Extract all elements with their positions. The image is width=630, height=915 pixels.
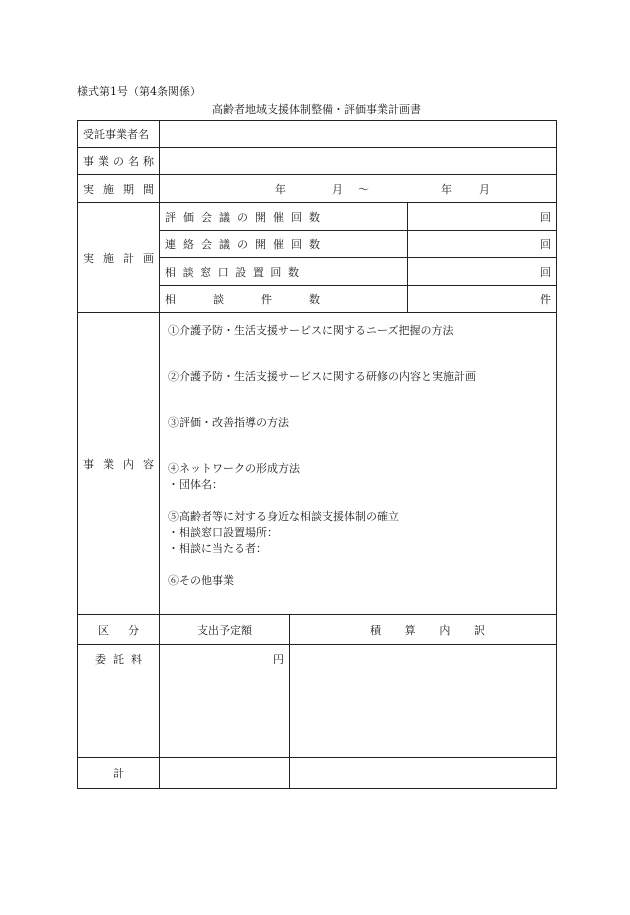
unit-times: 回 [540,265,552,279]
content-row [78,313,557,615]
plan-item-consultation-count: 相 談 件 数 [160,286,408,313]
plan-value-liaison-meetings[interactable] [408,231,557,258]
budget-category-header: 区 分 [78,615,160,645]
plan-label: 実 施 計 画 [78,203,160,313]
plan-value-consultation-desks[interactable] [408,258,557,286]
content-item-4-sub: ・団体名： [168,478,223,491]
budget-amount-header: 支出予定額 [160,615,290,645]
content-item-5-sub-2: ・相談に当たる者： [168,542,267,555]
period-month-end: 月 [479,182,490,196]
period-year-start: 年 [275,182,286,196]
plan-item-liaison-meetings: 連 絡 会 議 の 開 催 回 数 [160,231,408,258]
fee-breakdown-input[interactable] [290,645,557,758]
period-row [78,175,557,203]
content-item-5-sub-1: ・相談窓口設置場所： [168,526,278,539]
total-row [78,758,557,789]
contractor-row [78,121,557,148]
total-breakdown-input[interactable] [290,758,557,789]
fee-label: 委 託 料 [78,645,160,758]
period-label: 実 施 期 間 [78,175,160,203]
total-label: 計 [78,758,160,789]
content-item-5: ⑤高齢者等に対する身近な相談支援体制の確立 [168,510,399,523]
content-body[interactable] [160,313,557,615]
business-name-input[interactable] [160,148,557,175]
contractor-input[interactable] [160,121,557,148]
content-item-4: ④ネットワークの形成方法 [168,462,300,475]
contractor-label: 受託事業者名 [78,121,160,148]
period-input[interactable] [160,175,557,203]
business-name-row [78,148,557,175]
plan-item-consultation-desks: 相 談 窓 口 設 置 回 数 [160,258,408,286]
content-label: 事 業 内 容 [78,313,160,615]
budget-breakdown-header: 積 算 内 訳 [290,615,557,645]
budget-header-row [78,615,557,645]
plan-form-table [77,120,557,789]
form-number: 様式第1号（第4条関係） [77,85,201,98]
content-item-3: ③評価・改善指導の方法 [168,416,289,429]
plan-item-eval-meetings: 評 価 会 議 の 開 催 回 数 [160,203,408,231]
period-tilde: ～ [358,182,369,196]
period-year-end: 年 [441,182,452,196]
content-item-1: ①介護予防・生活支援サービスに関するニーズ把握の方法 [168,324,454,337]
plan-row-1 [78,203,557,231]
period-month-start: 月 [332,182,343,196]
unit-times: 回 [540,238,552,251]
fee-amount-input[interactable] [160,645,290,758]
unit-times: 回 [540,210,552,224]
unit-cases: 件 [540,293,552,306]
unit-yen: 円 [273,653,284,666]
fee-row [78,645,557,758]
plan-value-eval-meetings[interactable] [408,203,557,231]
business-name-label: 事 業 の 名 称 [78,148,160,175]
document-title: 高齢者地域支援体制整備・評価事業計画書 [212,103,421,116]
content-item-6: ⑥その他事業 [168,574,234,587]
content-item-2: ②介護予防・生活支援サービスに関する研修の内容と実施計画 [168,370,476,383]
plan-value-consultation-count[interactable] [408,286,557,313]
total-amount-input[interactable] [160,758,290,789]
